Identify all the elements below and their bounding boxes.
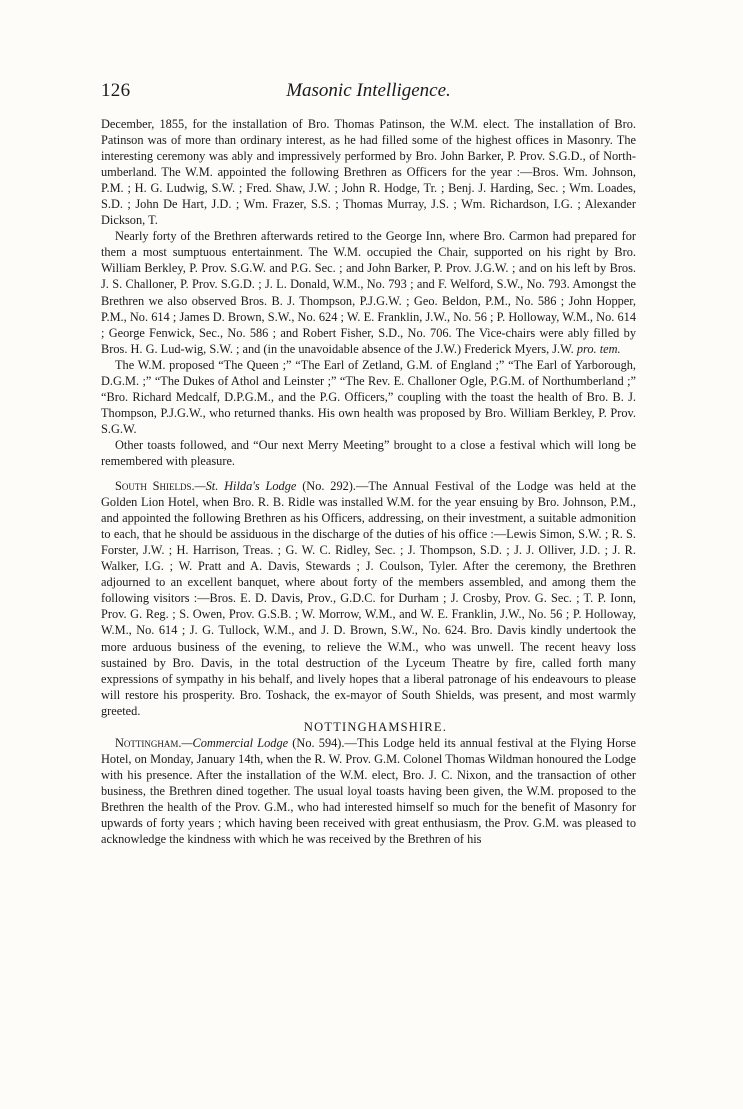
paragraph-installation: December, 1855, for the installation of Bro. Thomas Patinson, the W.M. elect. The installation of Bro. Patinson was of more than ordinary interest, as he had filled some of the highest offices in Masonry. The interesting ceremony was ably and impressively performed by Bro. John Barker, P. Prov. S.G.D., of North-umberland. The W.M. appointed the following Brethren as Officers for the year :—Bros. Wm. Johnson, P.M. ; H. G. Ludwig, S.W. ; Fred. Shaw, J.W. ; John R. Hodge, Tr. ; Benj. J. Harding, Sec. ; Wm. Loades, S.D. ; John De Hart, J.D. ; Wm. Frazer, S.S. ; Thomas Murray, J.S. ; Wm. Richardson, I.G. ; Alexander Dickson, T. <box>101 117 636 228</box>
page-header <box>101 80 636 106</box>
pro-tem-text: pro. tem. <box>576 341 621 356</box>
paragraph-closing: Other toasts followed, and “Our next Merry Meeting” brought to a close a festival which will long be remembered with pleasure. <box>101 437 636 468</box>
south-shields-text: (No. 292).—The Annual Festival of the Lodge was held at the Golden Lion Hotel, when Bro. R. B. Ridle was installed W.M. for the year ensuing by Bro. Johnson, P.M., and appointed the following Brethren as his Officers, addressing, on their investment, a suitable admonition to each, that he should be assiduous in the discharge of the duties of his office :—Lewis Simon, S.W. ; R. S. Forster, J.W. ; H. Harrison, Treas. ; G. W. C. Ridley, Sec. ; J. Thompson, S.D. ; J. J. Olliver, J.D. ; J. R. Walker, I.G. ; W. Pratt and A. Davis, Stewards ; J. Coulson, Tyler. After the ceremony, the Brethren adjourned to an excellent banquet, where about forty of the members assembled, and among them the following visitors :—Bros. E. D. Davis, Prov., G.D.C. for Durham ; J. Crosby, Prov. G. Sec. ; T. P. Ionn, Prov. G. Reg. ; S. Owen, Prov. G.S.B. ; W. Morrow, W.M., and W. E. Franklin, J.W., No. 56 ; P. Holloway, W.M., No. 614 ; J. G. Tullock, W.M., and J. D. Brown, S.W., No. 624. Bro. Davis kindly undertook the more arduous business of the evening, to relieve the W.M., who was unwell. The recent heavy loss sustained by Bro. Davis, in the total destruction of the Lyceum Theatre by fire, called forth many expressions of sympathy in his behalf, and lively hopes that a liberal patronage of his endeavours to please will restore his prosperity. Bro. Toshack, the ex-mayor of South Shields, was present, and most warmly greeted. <box>101 479 636 718</box>
page-number: 126 <box>101 80 131 101</box>
place-nottingham: Nottingham. <box>115 735 182 750</box>
running-title: Masonic Intelligence. <box>286 80 451 101</box>
section-heading: NOTTINGHAMSHIRE. <box>303 719 448 734</box>
article-body <box>101 116 636 847</box>
entertainment-text: Nearly forty of the Brethren afterwards retired to the George Inn, where Bro. Carmon had prepared for them a most sumptuous entertainment. The W.M. occupied the Chair, supported on his right by Bro. William Berkley, P. Prov. S.G.W. and P.G. Sec. ; and John Barker, P. Prov. J.G.W. ; and on his left by Bros. J. S. Challoner, P. Prov. S.G.D. ; J. L. Donald, W.M., No. 793 ; and F. Welford, S.W., No. 793. Amongst the Brethren we also observed Bros. B. J. Thompson, P.J.G.W. ; Geo. Beldon, P.M., No. 586 ; John Hopper, P.M., No. 614 ; James D. Brown, S.W., No. 624 ; W. E. Franklin, J.W., No. 56 ; P. Holloway, W.M., No. 614 ; George Fenwick, Sec., No. 586 ; and Robert Fisher, S.D., No. 706. The Vice-chairs were ably filled by Bros. H. G. Lud-wig, S.W. ; and (in the unavoidable absence of the J.W.) Frederick Myers, J.W. <box>101 229 636 356</box>
paragraph-entertainment <box>101 228 636 356</box>
paragraph-south-shields <box>101 478 636 719</box>
paragraph-toasts: The W.M. proposed “The Queen ;” “The Earl of Zetland, G.M. of England ;” “The Earl of Yarborough, D.G.M. ;” “The Dukes of Athol and Leinster ;” “The Rev. E. Challoner Ogle, P.G.M. of Northumberland ;” “Bro. Richard Medcalf, D.P.G.M., and the P.G. Officers,” coupling with the toast the health of Bro. B. J. Thompson, P.J.G.W., who returned thanks. His own health was proposed by Bro. William Berkley, P. Prov. S.G.W. <box>101 357 636 436</box>
paragraph-nottingham <box>101 735 636 847</box>
nottingham-text: (No. 594).—This Lodge held its annual festival at the Flying Horse Hotel, on Monday, January 14th, when the R. W. Prov. G.M. Colonel Thomas Wildman honoured the Lodge with his presence. After the installation of the W.M. elect, Bro. J. C. Nixon, and the transaction of other business, the Brethren dined together. The usual loyal toasts having been given, the W.M. proposed to the Brethren the health of the Prov. G.M., who had interested himself so much for the benefit of Masonry for upwards of forty years ; which having been received with great enthusiasm, the Prov. G.M. was pleased to acknowledge the kindness with which he was received by the Brethren of his <box>101 735 636 847</box>
place-south-shields: South Shields. <box>115 479 195 494</box>
lodge-st-hilda: —St. Hilda's Lodge <box>194 479 297 494</box>
lodge-commercial: —Commercial Lodge <box>181 735 289 750</box>
